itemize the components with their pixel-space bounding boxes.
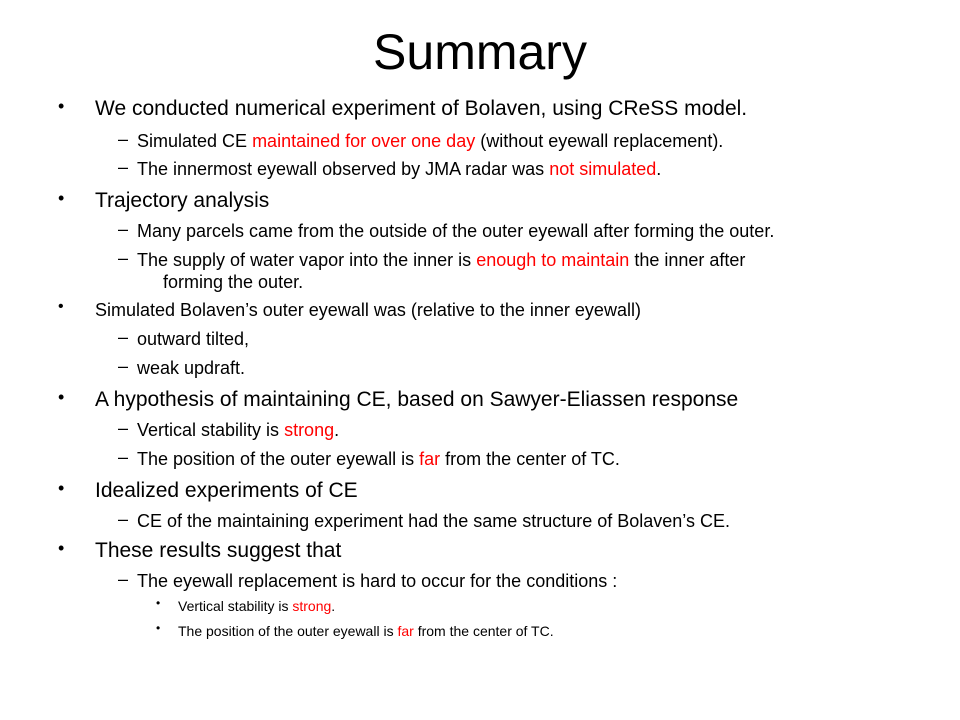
sub-bullet-text: CE of the maintaining experiment had the same structure of Bolaven’s CE.	[137, 511, 730, 531]
bullet-icon: •	[58, 96, 65, 116]
sub-bullet-text: Many parcels came from the outside of the outer eyewall after forming the outer.	[137, 221, 775, 241]
dash-icon: –	[118, 129, 129, 149]
text-span: the inner after	[629, 250, 746, 270]
bullet-text: These results suggest that	[95, 539, 342, 562]
text-span: The position of the outer eyewall is	[178, 623, 398, 639]
highlight-text: strong	[292, 598, 332, 614]
bullet-text: Simulated Bolaven’s outer eyewall was (relative to the inner eyewall)	[95, 300, 641, 320]
bullet-icon: •	[58, 478, 65, 498]
text-span: .	[331, 598, 336, 614]
dash-icon: –	[118, 219, 129, 239]
dash-icon: –	[118, 248, 129, 268]
highlight-text: not simulated	[549, 159, 657, 179]
bullet-icon: •	[58, 387, 65, 407]
sub-bullet-continuation: forming the outer.	[163, 272, 304, 292]
bullet-icon: •	[156, 596, 161, 610]
dash-icon: –	[118, 569, 129, 589]
sub-bullet-text	[137, 248, 745, 272]
slide-title: Summary	[373, 24, 587, 80]
text-span: .	[656, 159, 662, 179]
bullet-text: Trajectory analysis	[95, 189, 270, 212]
dash-icon: –	[118, 447, 129, 467]
dash-icon: –	[118, 509, 129, 529]
text-span: from the center of TC.	[440, 449, 620, 469]
sub-bullet-text	[137, 418, 339, 442]
bullet-text: Idealized experiments of CE	[95, 479, 358, 502]
sub-bullet-text: weak updraft.	[137, 358, 246, 378]
text-span: .	[334, 420, 340, 440]
highlight-text: far	[419, 449, 441, 469]
sub-bullet-text	[137, 447, 620, 471]
bullet-icon: •	[58, 188, 65, 208]
bullet-text: We conducted numerical experiment of Bolaven, using CReSS model.	[95, 97, 748, 120]
sub-bullet-text: The eyewall replacement is hard to occur for the conditions :	[137, 571, 618, 591]
sub-sub-bullet-text	[178, 621, 554, 641]
dash-icon: –	[118, 418, 129, 438]
bullet-icon: •	[58, 298, 64, 315]
sub-bullet-text	[137, 157, 661, 181]
text-span: The supply of water vapor into the inner is	[137, 250, 477, 270]
highlight-text: enough to maintain	[476, 250, 630, 270]
sub-bullet-text	[137, 129, 723, 153]
dash-icon: –	[118, 327, 129, 347]
text-span: (without eyewall replacement).	[475, 131, 724, 151]
highlight-text: far	[397, 623, 414, 639]
sub-sub-bullet-text	[178, 596, 335, 616]
text-span: The position of the outer eyewall is	[137, 449, 420, 469]
highlight-text: strong	[284, 420, 335, 440]
text-span: from the center of TC.	[413, 623, 554, 639]
bullet-icon: •	[156, 621, 161, 635]
sub-bullet-text: outward tilted,	[137, 329, 250, 349]
text-span: Simulated CE	[137, 131, 253, 151]
bullet-icon: •	[58, 538, 65, 558]
text-span: The innermost eyewall observed by JMA radar was	[137, 159, 550, 179]
dash-icon: –	[118, 157, 129, 177]
text-span: Vertical stability is	[178, 598, 293, 614]
text-span: Vertical stability is	[137, 420, 285, 440]
dash-icon: –	[118, 356, 129, 376]
bullet-text: A hypothesis of maintaining CE, based on Sawyer-Eliassen response	[95, 388, 739, 411]
highlight-text: maintained for over one day	[252, 131, 476, 151]
